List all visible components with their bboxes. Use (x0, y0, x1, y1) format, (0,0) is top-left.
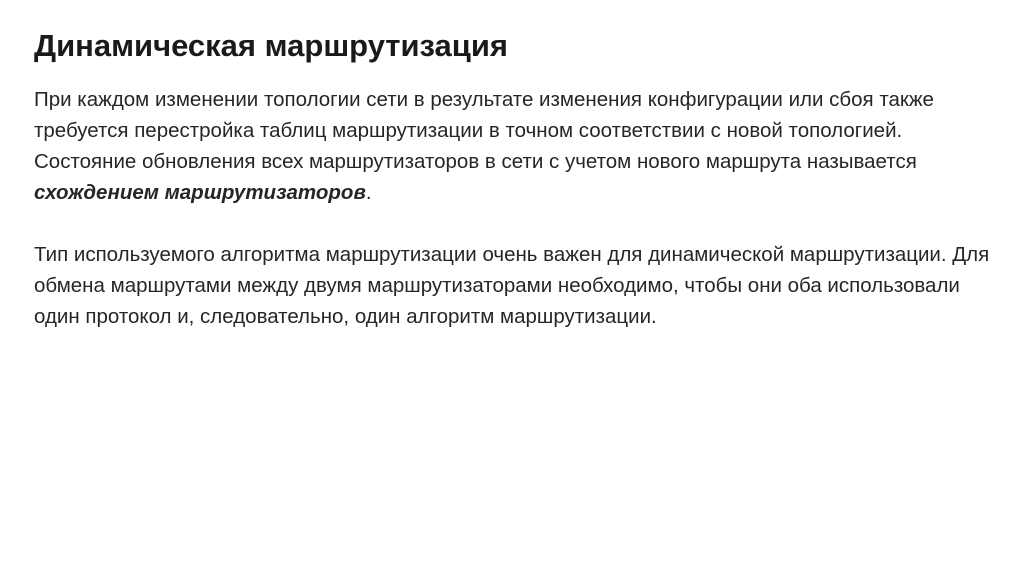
slide-body (34, 84, 994, 332)
paragraph-1-text: При каждом изменении топологии сети в результате изменения конфигурации или сбоя также требуется перестройка таблиц маршрутизации в точном соответствии с новой топологией. Состояние обновления всех маршрутизаторов в сети с учетом нового маршрута называется (34, 88, 934, 173)
paragraph-2: Тип используемого алгоритма маршрутизации очень важен для динамической маршрутизации. Для обмена маршрутами между двумя маршрутизаторами необходимо, чтобы они оба использовали один протокол и, следовательно, один алгоритм маршрутизации. (34, 243, 990, 328)
paragraph-1-end: . (365, 181, 372, 204)
emphasized-term: схождением маршрутизаторов (34, 181, 366, 204)
paragraph-1 (34, 84, 994, 208)
slide-title: Динамическая маршрутизация (34, 28, 508, 63)
